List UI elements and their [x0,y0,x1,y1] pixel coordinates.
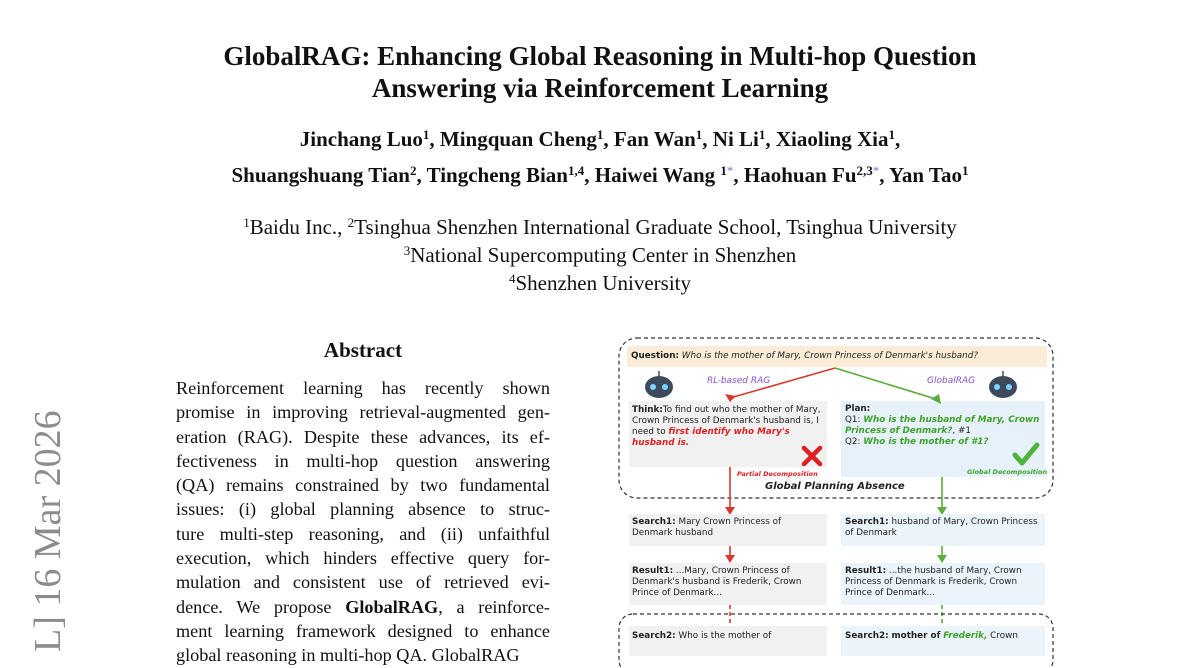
author-affiliation-marker: 1 [961,163,969,178]
abstract-line [176,570,550,594]
global-decomposition-label: Global Decomposition [967,468,1048,476]
author-name: Haohuan Fu [743,163,857,187]
author-separator: , [416,163,427,187]
figure-graphics [617,336,1057,648]
author-affiliation-marker: 1 [888,127,895,142]
affiliation-line [100,213,1100,241]
right-search1 [845,517,1041,539]
plan-q1-suffix: , #1 [952,426,971,436]
author-name: Mingquan Cheng [439,127,597,151]
paper-title [120,40,1080,104]
affiliation-marker: 2 [347,215,355,230]
abstract-text: ture multi-step reasoning, and (ii) unfaithful [176,523,550,544]
abstract-line [176,400,550,424]
abstract-line [176,619,550,643]
right-search2 [845,631,1041,642]
author-affiliation-marker: 1 [758,127,766,142]
abstract-heading: Abstract [323,338,403,362]
affiliation-text: National Supercomputing Center in Shenzhen [410,243,797,267]
affiliations [100,213,1100,297]
abstract-text: fectiveness in multi-hop question answering [176,450,550,471]
title-line-2: Answering via Reinforcement Learning [371,73,829,103]
affiliation-marker: 3 [403,243,411,258]
abstract-text: issues: (i) global planning absence to struc- [176,499,550,520]
author-affiliation-marker: 2 [409,163,417,178]
abstract-text: dence. We propose [176,596,346,617]
abstract-line [176,497,550,521]
author-separator: , [894,127,901,151]
plan-q2: Who is the mother of #1? [863,437,989,447]
author-affiliation-marker: 1 [422,127,430,142]
abstract-emphasis: GlobalRAG [345,596,439,617]
right-result1 [845,566,1041,599]
left-search1 [632,517,824,539]
question-label: Question: [631,351,679,361]
affiliation-line [100,269,1100,297]
affiliation-text: Shenzhen University [515,271,692,295]
affiliation-marker: 1 [243,215,250,230]
author-affiliation-marker: 1 [695,127,703,142]
author-separator: , [702,127,713,151]
left-result1 [632,566,824,599]
global-planning-absence-label: Global Planning Absence [765,481,905,492]
abstract-text: eration (RAG). Despite these advances, its ef- [176,426,550,447]
left-search2 [632,631,824,642]
abstract-text: global reasoning in multi-hop QA. GlobalRAG [176,645,520,666]
author-affiliation-marker: 1 [596,127,604,142]
author-line-2 [100,155,1100,191]
plan-q1: Who is the husband of Mary, Crown Princess of Denmark? [845,415,1040,436]
abstract-text: ment learning framework designed to enhance [176,620,550,641]
think-text: To find out who the mother of Mary, Crown Princess of Denmark's husband is, I need to [632,405,821,437]
overview-figure [617,336,1057,648]
arxiv-date: L] 16 Mar 2026 [27,410,69,652]
right-search2-rest: Crown [990,631,1018,641]
abstract-line [176,376,550,400]
abstract-line [176,595,550,619]
plan-q2-prefix: Q2: [845,437,861,447]
right-result1-text: ...the husband of Mary, Crown Princess of Denmark is Frederik, Crown Prince of Denmark... [845,566,1022,598]
author-affiliation-marker: 1,4 [568,163,585,178]
globalrag-agent-label: GlobalRAG [927,376,976,386]
author-separator: , [765,127,776,151]
author-separator: , [603,127,614,151]
author-name: Haiwei Wang [594,163,721,187]
abstract-text: execution, which hinders effective query for- [176,548,550,569]
author-separator: , [733,163,744,187]
question-row [631,351,1047,362]
left-search2-text: Who is the mother of [678,631,772,641]
abstract-line [176,522,550,546]
right-search2-label: Search2: [845,631,889,641]
abstract-line [176,473,550,497]
abstract-text: mulation and consistent use of retrieved evi- [176,572,550,593]
abstract-line [176,449,550,473]
title-line-1: GlobalRAG: Enhancing Global Reasoning in Multi-hop Question [223,41,977,71]
right-search2-prefix: mother of [891,631,941,641]
arxiv-sidebar-stamp [27,382,84,652]
abstract-line [176,643,550,667]
affiliation-text: Baidu Inc., [249,215,348,239]
abstract-text: promise in improving retrieval-augmented gen- [176,402,550,423]
think-label: Think: [632,405,663,415]
affiliation-line [100,241,1100,269]
affiliation-text: Tsinghua Shenzhen International Graduate School, Tsinghua University [354,215,957,239]
author-separator: , [584,163,595,187]
abstract-line [176,546,550,570]
abstract-text: , a reinforce- [438,596,550,617]
left-search1-label: Search1: [632,517,676,527]
robot-icon-left [645,371,673,398]
question-text: Who is the mother of Mary, Crown Princess of Denmark's husband? [681,351,978,361]
partial-decomposition-label: Partial Decomposition [737,470,818,478]
corresponding-author-marker: * [726,163,734,178]
author-name: Fan Wan [613,127,696,151]
think-box [632,405,824,449]
left-result1-label: Result1: [632,566,674,576]
right-search1-label: Search1: [845,517,889,527]
left-search2-label: Search2: [632,631,676,641]
plan-box [845,404,1041,448]
right-search2-entity: Frederik, [943,631,988,641]
right-search1-text: husband of Mary, Crown Princess of Denmark [845,517,1038,538]
plan-q1-prefix: Q1: [845,415,861,425]
think-highlight: first identify who Mary's husband is. [632,427,790,448]
corresponding-author-marker: * [872,163,880,178]
author-name: Xiaoling Xia [775,127,889,151]
author-separator: , [879,163,890,187]
affiliation-marker: 4 [508,271,516,286]
left-search1-text: Mary Crown Princess of Denmark husband [632,517,782,538]
robot-icon-right [989,371,1017,398]
left-result1-text: ...Mary, Crown Princess of Denmark's husband is Frederik, Crown Prince of Denmark... [632,566,802,598]
plan-label: Plan: [845,404,871,414]
abstract-text: (QA) remains constrained by two fundamental [176,475,550,496]
author-name: Tingcheng Bian [426,163,568,187]
rl-agent-label: RL-based RAG [707,376,771,386]
author-separator: , [429,127,440,151]
author-line-1 [100,124,1100,155]
author-list [100,124,1100,191]
abstract-text: Reinforcement learning has recently shown [176,378,550,398]
abstract-body [176,376,550,668]
author-name: Ni Li [712,127,759,151]
abstract-line [176,425,550,449]
author-name: Shuangshuang Tian [231,163,410,187]
author-affiliation-marker: 1 [720,163,727,178]
author-name: Yan Tao [889,163,962,187]
author-name: Jinchang Luo [299,127,423,151]
right-result1-label: Result1: [845,566,887,576]
author-affiliation-marker: 2,3 [856,163,873,178]
